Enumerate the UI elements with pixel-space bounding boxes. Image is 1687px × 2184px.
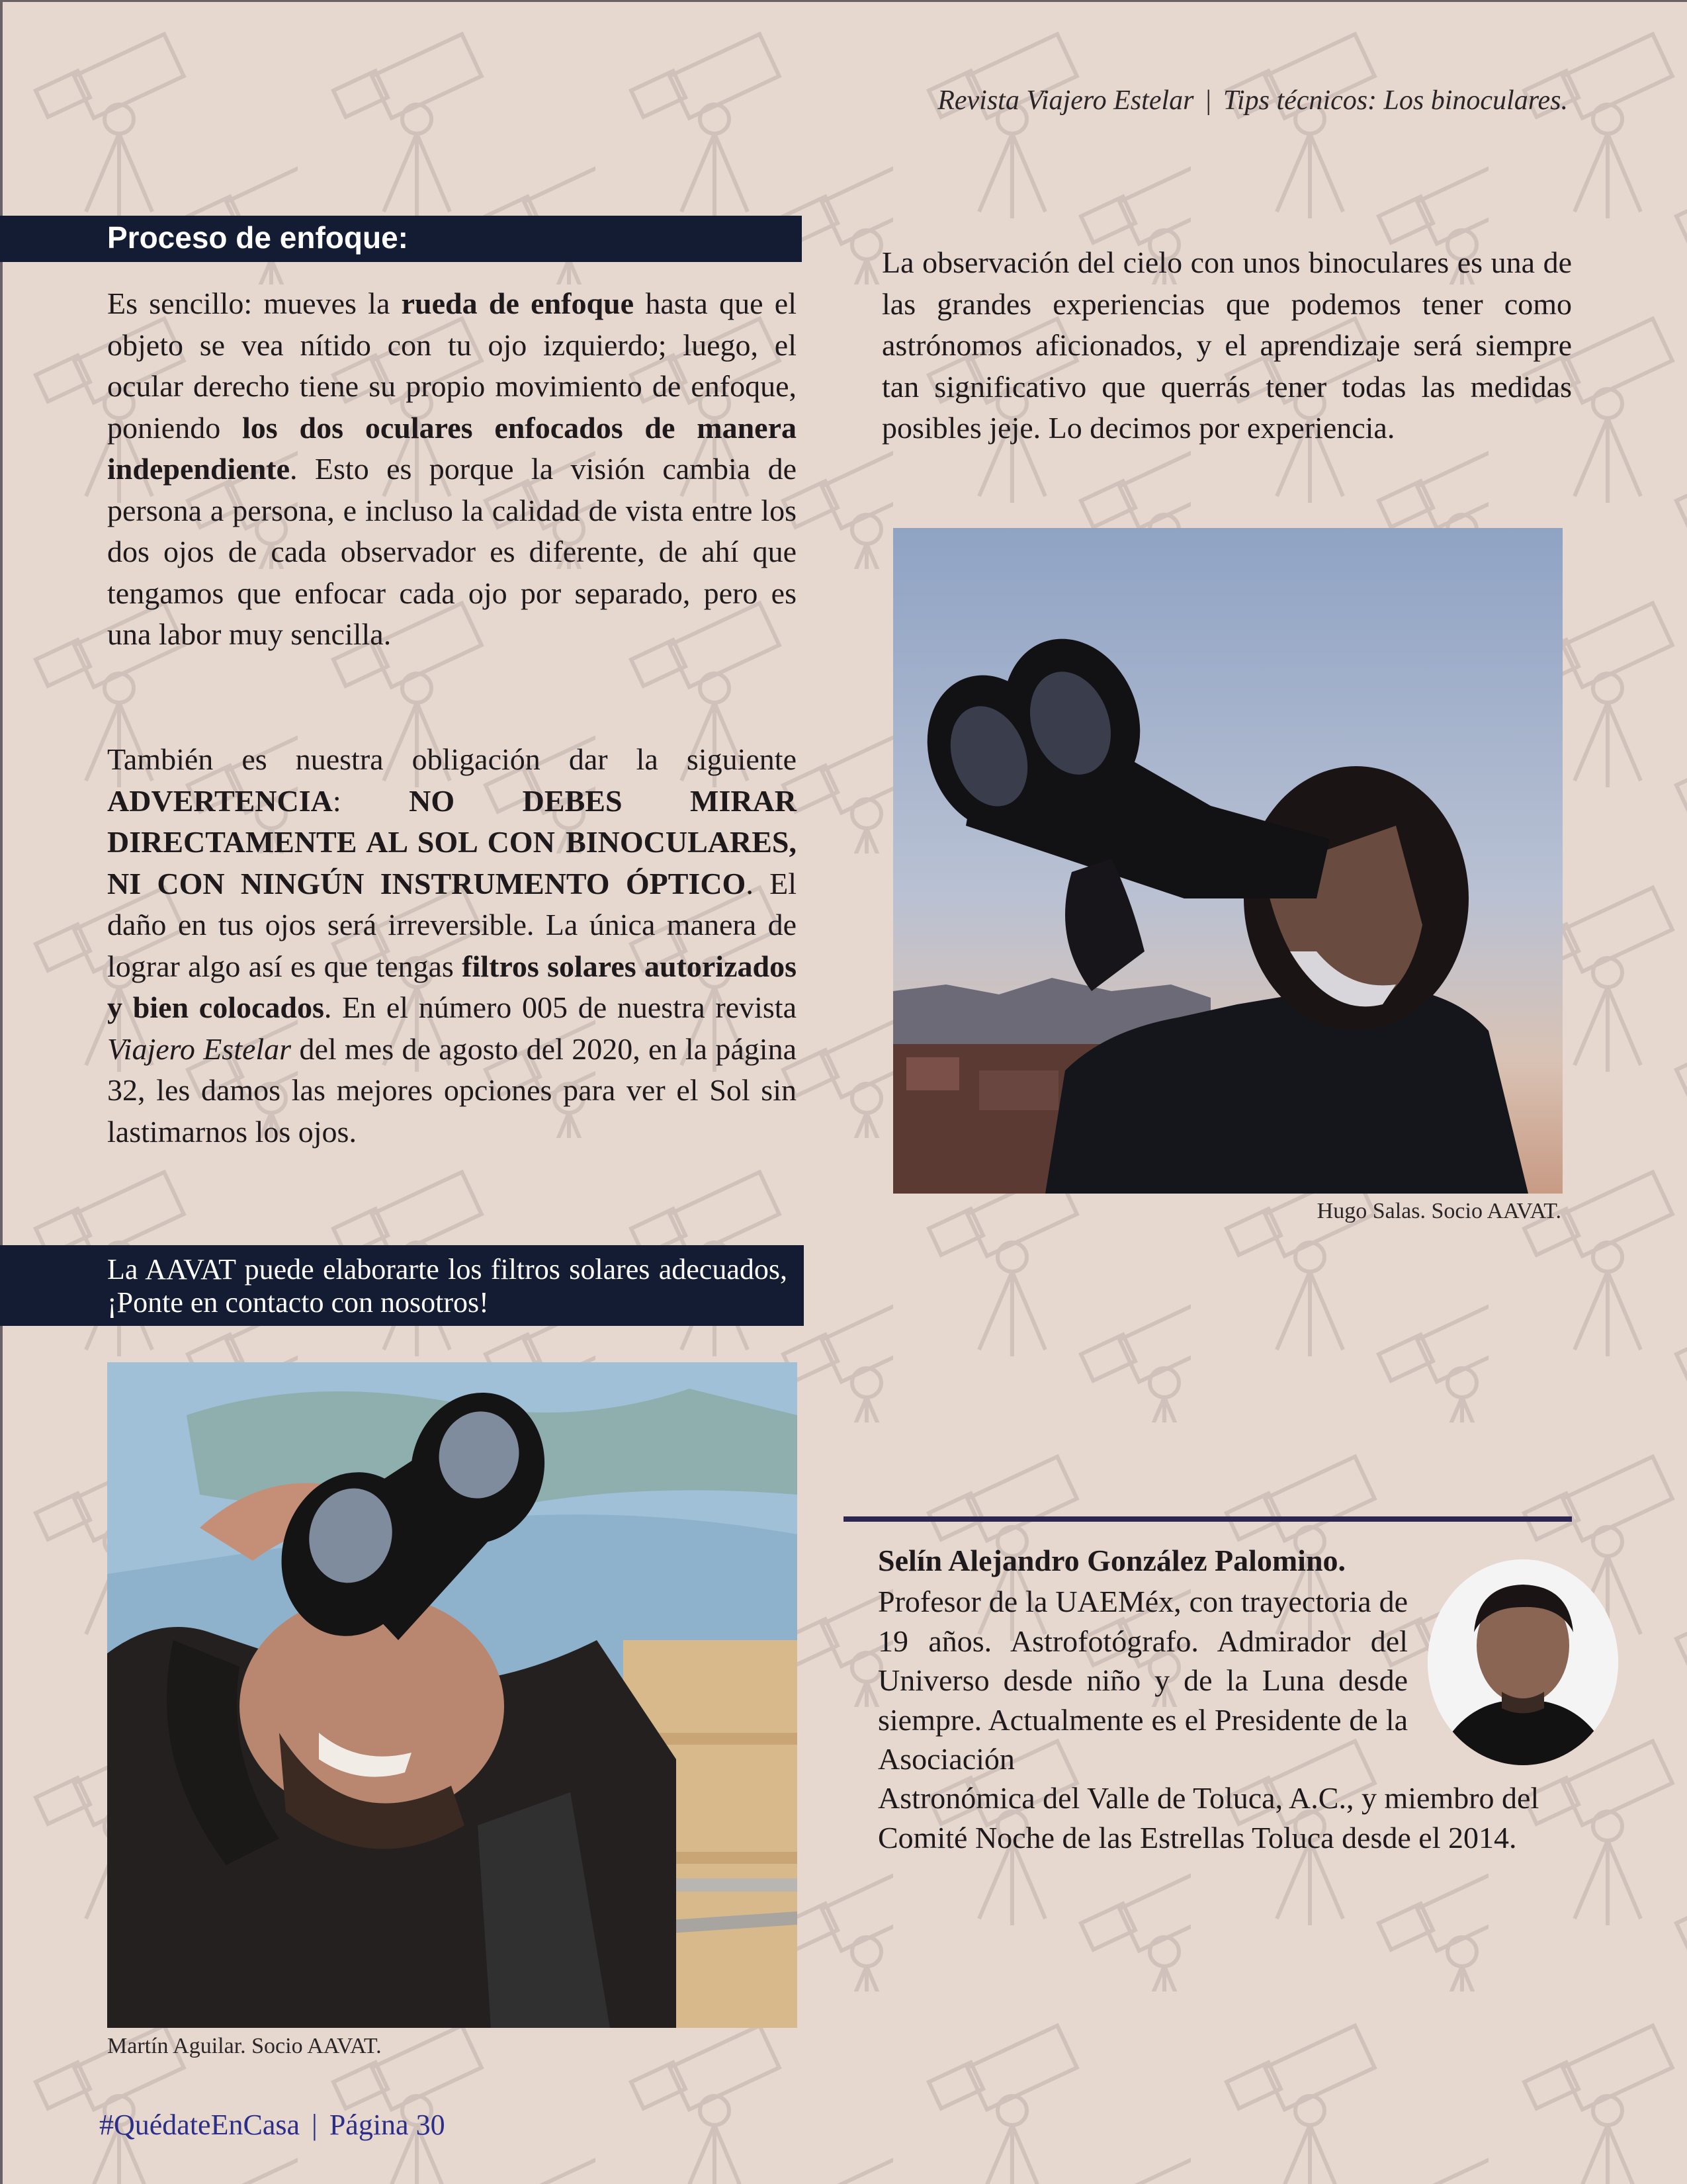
bold-run: NO DEBES MIRAR DIRECTAMENTE AL SOL CON BINOCULARES, NI CON NINGÚN INSTRUMENTO ÓPTICO (107, 783, 797, 900)
photo-hugo-salas (893, 528, 1563, 1194)
focus-paragraph (107, 283, 797, 656)
text-run: : (332, 783, 410, 818)
author-bio-wrapped: Profesor de la UAEMéx, con trayectoria de 19 años. Astrofotógrafo. Admirador del Universo desde niño y de la Luna desde siempre. Actualmente es el Presidente de la Asociación (878, 1585, 1408, 1776)
header-section: Tips técnicos: Los binoculares. (1223, 85, 1568, 116)
running-header (937, 85, 1568, 116)
caption-photo-1: Hugo Salas. Socio AAVAT. (1317, 1199, 1561, 1223)
header-magazine: Revista Viajero Estelar (937, 85, 1194, 116)
italic-run: Viajero Estelar (107, 1031, 292, 1066)
bold-run: filtros solares autorizados y bien colocados (107, 949, 797, 1024)
warning-paragraph (107, 739, 797, 1153)
photo-martin-aguilar (107, 1362, 797, 2028)
footer-hashtag: #QuédateEnCasa (99, 2109, 300, 2141)
footer-separator: | (312, 2109, 318, 2141)
section-title: Proceso de enfoque: (107, 220, 408, 255)
cta-bar (0, 1245, 804, 1326)
page-footer (99, 2108, 445, 2142)
text-run: del mes de agosto del 2020, en la página 32, les damos las mejores opciones para ver el Sol sin lastimarnos los ojos. (107, 1031, 797, 1149)
bold-run: los dos oculares enfocados de manera independiente (107, 410, 797, 486)
text-run: Es sencillo: mueves la (107, 286, 402, 320)
intro-paragraph: La observación del cielo con unos binoculares es una de las grandes experiencias que podemos tener como astrónomos aficionados, y el aprendizaje será siempre tan significativo que querrás tener todas las medidas posibles jeje. Lo decimos por experiencia. (882, 245, 1572, 445)
section-title-bar (0, 216, 802, 262)
page-number: Página 30 (329, 2109, 445, 2141)
cta-text: La AAVAT puede elaborarte los filtros solares adecuados, ¡Ponte en contacto con nosotros! (107, 1253, 787, 1319)
header-separator: | (1205, 85, 1211, 116)
text-run: . Esto es porque la visión cambia de persona a persona, e incluso la calidad de vista entre los dos ojos de cada observador es diferente, de ahí que tengamos que enfocar cada ojo por separado, pero es una labor muy sencilla. (107, 452, 797, 651)
bold-run: ADVERTENCIA (107, 783, 333, 818)
text-run: . En el número 005 de nuestra revista (324, 990, 797, 1024)
text-run: hasta que el objeto se vea nítido con tu ojo izquierdo; luego, el ocular derecho tiene su propio movimiento de enfoque, poniendo (107, 286, 797, 445)
author-name: Selín Alejandro González Palomino. (878, 1544, 1346, 1577)
caption-photo-2: Martín Aguilar. Socio AAVAT. (107, 2034, 382, 2058)
bold-run: rueda de enfoque (401, 286, 634, 320)
bio-divider (844, 1516, 1572, 1522)
author-bio-full-width: Astronómica del Valle de Toluca, A.C., y miembro del Comité Noche de las Estrellas Toluca desde el 2014. (878, 1781, 1539, 1855)
text-run: . El daño en tus ojos será irreversible. La única manera de lograr algo así es que tengas (107, 866, 797, 983)
text-run: También es nuestra obligación dar la siguiente (107, 742, 797, 776)
author-portrait (1428, 1559, 1618, 1765)
